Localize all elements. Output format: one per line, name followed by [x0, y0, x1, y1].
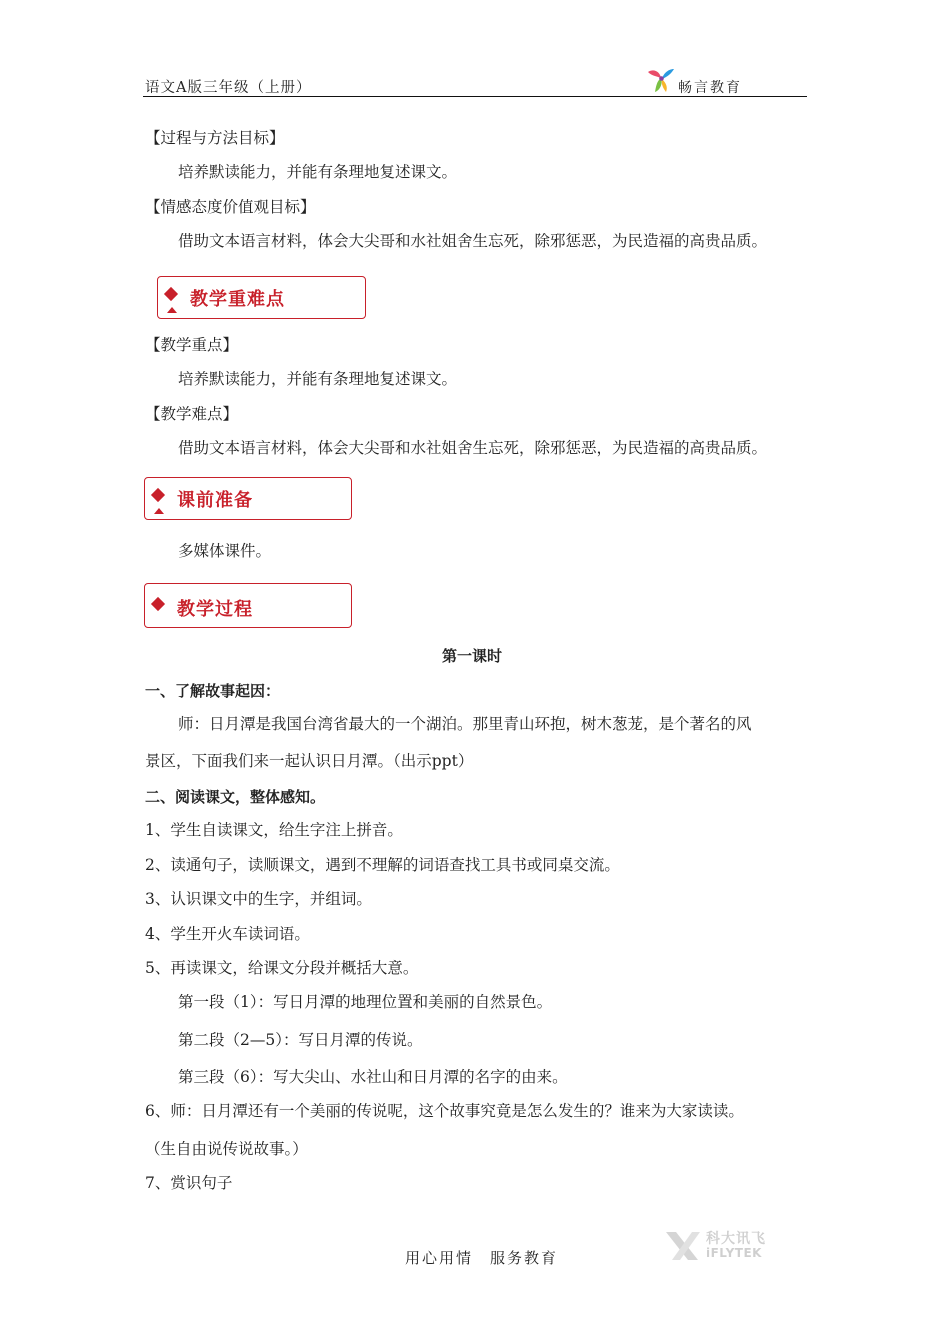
triangle-icon	[154, 508, 164, 514]
prep-text: 多媒体课件。	[178, 542, 272, 560]
list-item-note: （生自由说传说故事。）	[145, 1140, 308, 1158]
iflytek-watermark	[662, 1228, 772, 1264]
emotion-goal-title: 【情感态度价值观目标】	[145, 198, 316, 216]
difficult-title: 【教学难点】	[145, 405, 239, 423]
list-item: 2、读通句子，读顺课文，遇到不理解的词语查找工具书或同桌交流。	[145, 856, 620, 874]
watermark-cn: 科大讯飞	[706, 1231, 766, 1247]
segment-item: 第二段（2—5）：写日月潭的传说。	[178, 1031, 423, 1049]
emotion-goal-text: 借助文本语言材料，体会大尖哥和水社姐舍生忘死，除邪惩恶，为民造福的高贵品质。	[178, 232, 768, 250]
header-rule	[143, 96, 807, 97]
section-prep-title: 课前准备	[177, 490, 253, 511]
section-keypoints-box	[157, 276, 366, 319]
diamond-icon	[151, 488, 165, 502]
watermark-en: iFLYTEK	[706, 1246, 762, 1260]
iflytek-logo-icon	[662, 1228, 702, 1264]
diamond-icon	[164, 287, 178, 301]
key-text: 培养默读能力，并能有条理地复述课文。	[178, 370, 458, 388]
list-item: 7、赏识句子	[145, 1174, 233, 1192]
section-process-title: 教学过程	[177, 599, 253, 620]
list-item: 6、师：日月潭还有一个美丽的传说呢，这个故事究竟是怎么发生的？谁来为大家读读。	[145, 1102, 744, 1120]
section-process-box	[144, 583, 352, 628]
segment-item: 第三段（6）：写大尖山、水社山和日月潭的名字的由来。	[178, 1068, 568, 1086]
triangle-icon	[167, 307, 177, 313]
key-title: 【教学重点】	[145, 336, 239, 354]
process-goal-title: 【过程与方法目标】	[145, 129, 285, 147]
brand-logo-icon	[644, 66, 678, 94]
header-doc-title: 语文A版三年级（上册）	[145, 80, 312, 96]
section-prep-box	[144, 477, 352, 520]
part1-line1: 师：日月潭是我国台湾省最大的一个湖泊。那里青山环抱，树木葱茏，是个著名的风	[178, 715, 752, 733]
part1-title: 一、了解故事起因：	[145, 682, 281, 700]
process-goal-text: 培养默读能力，并能有条理地复述课文。	[178, 163, 458, 181]
diamond-icon	[151, 597, 165, 611]
lesson-title: 第一课时	[442, 647, 503, 665]
list-item: 1、学生自读课文，给生字注上拼音。	[145, 821, 403, 839]
difficult-text: 借助文本语言材料，体会大尖哥和水社姐舍生忘死，除邪惩恶，为民造福的高贵品质。	[178, 439, 768, 457]
part1-line2: 景区，下面我们来一起认识日月潭。（出示ppt）	[145, 752, 474, 770]
brand-name: 畅言教育	[678, 80, 742, 96]
list-item: 3、认识课文中的生字，并组词。	[145, 890, 372, 908]
segment-item: 第一段（1）：写日月潭的地理位置和美丽的自然景色。	[178, 993, 553, 1011]
footer-slogan: 用心用情 服务教育	[405, 1249, 559, 1267]
list-item: 5、再读课文，给课文分段并概括大意。	[145, 959, 419, 977]
part2-title: 二、阅读课文，整体感知。	[145, 788, 326, 806]
section-keypoints-title: 教学重难点	[190, 289, 285, 310]
list-item: 4、学生开火车读词语。	[145, 925, 310, 943]
